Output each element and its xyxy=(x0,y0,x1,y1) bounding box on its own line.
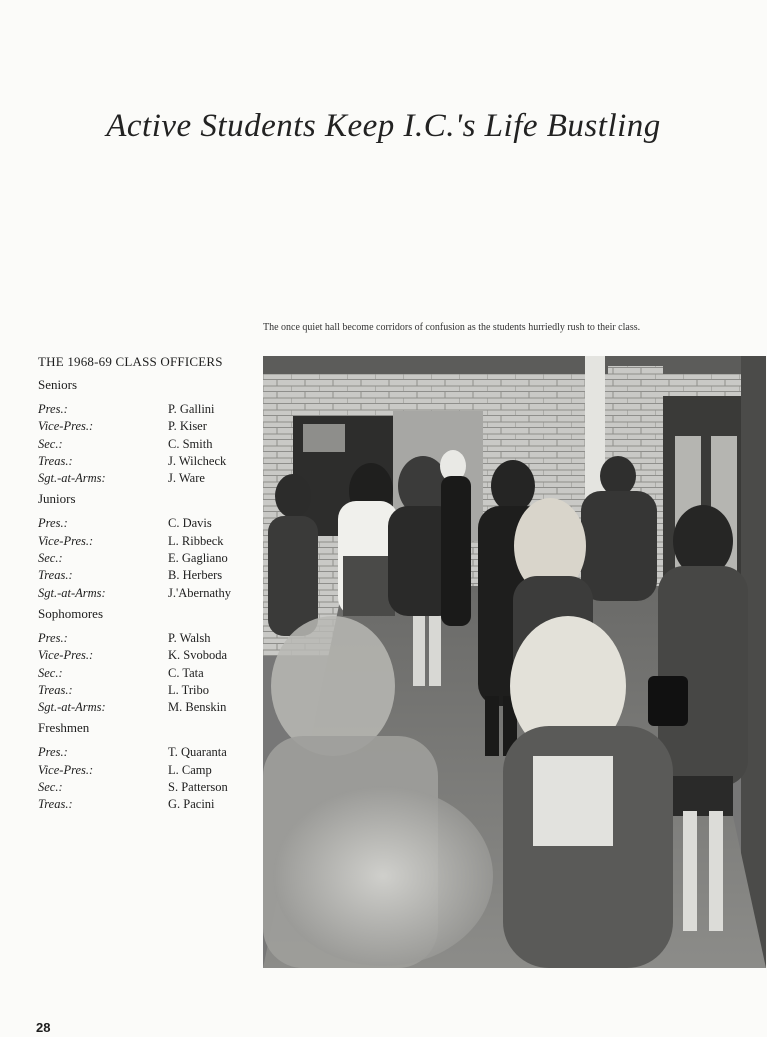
class-name-freshmen: Freshmen xyxy=(38,720,90,736)
officer-name: P. Gallini xyxy=(168,402,215,416)
officer-row xyxy=(38,470,253,487)
officer-name: C. Tata xyxy=(168,665,204,680)
officer-row xyxy=(38,762,253,779)
officer-role: Sgt.-at-Arms: xyxy=(38,585,106,600)
officer-name: G. Pacini xyxy=(168,797,215,812)
officers-heading: THE 1968-69 CLASS OFFICERS xyxy=(38,354,223,369)
officer-row xyxy=(38,744,253,761)
officer-role: Vice-Pres.: xyxy=(38,762,94,777)
officer-row xyxy=(38,647,253,664)
hallway-photo xyxy=(263,356,766,968)
officer-row xyxy=(38,699,253,716)
officer-row xyxy=(38,682,253,699)
officer-role: Vice-Pres.: xyxy=(38,533,94,548)
officer-name: E. Gagliano xyxy=(168,551,228,566)
officer-name: L. Ribbeck xyxy=(168,533,224,548)
officer-role: Vice-Pres.: xyxy=(38,648,94,663)
officer-role: Pres.: xyxy=(38,516,68,531)
officer-name: C. Davis xyxy=(168,516,212,531)
officer-name: J.'Abernathy xyxy=(168,585,232,600)
officer-row xyxy=(38,665,253,682)
class-name-seniors: Seniors xyxy=(38,377,77,392)
officer-name: M. Benskin xyxy=(168,700,227,715)
officer-role: Treas.: xyxy=(38,682,73,697)
officer-role: Sgt.-at-Arms: xyxy=(38,471,106,486)
class-name-juniors: Juniors xyxy=(38,491,76,507)
officer-role: Pres.: xyxy=(38,745,68,760)
officer-name: L. Camp xyxy=(168,762,212,777)
officer-row xyxy=(38,453,253,470)
page-number: 28 xyxy=(36,1020,51,1035)
photo-caption: The once quiet hall become corridors of confusion as the students hurriedly rush to their class. xyxy=(263,322,641,333)
officer-role: Sec.: xyxy=(38,551,63,566)
officer-name: J. Ware xyxy=(168,471,205,486)
officer-role: Treas.: xyxy=(38,568,73,583)
officer-row xyxy=(38,418,253,435)
officer-role: Treas.: xyxy=(38,453,73,468)
class-officers-list xyxy=(38,354,253,814)
officer-role: Sec.: xyxy=(38,665,63,680)
officer-role: Pres.: xyxy=(38,402,68,416)
officer-role: Sgt.-at-Arms: xyxy=(38,700,106,715)
officer-row xyxy=(38,779,253,796)
officer-name: J. Wilcheck xyxy=(168,453,227,468)
officer-role: Vice-Pres.: xyxy=(38,419,94,434)
officer-name: P. Walsh xyxy=(168,630,211,645)
officer-row xyxy=(38,533,253,550)
officer-name: C. Smith xyxy=(168,436,213,451)
page-title: Active Students Keep I.C.'s Life Bustling xyxy=(106,108,661,144)
class-name-sophomores: Sophomores xyxy=(38,605,103,621)
officer-row xyxy=(38,401,253,418)
officer-row xyxy=(38,796,253,813)
officer-role: Sec.: xyxy=(38,780,63,795)
officer-role: Sec.: xyxy=(38,436,63,451)
officer-name: P. Kiser xyxy=(168,419,207,434)
officer-row xyxy=(38,515,253,532)
officer-name: S. Patterson xyxy=(168,780,228,795)
officer-row xyxy=(38,630,253,647)
officer-role: Pres.: xyxy=(38,630,68,645)
officer-name: L. Tribo xyxy=(168,682,209,697)
officer-row xyxy=(38,550,253,567)
officer-name: K. Svoboda xyxy=(168,648,228,663)
officer-name: T. Quaranta xyxy=(168,745,227,760)
officer-role: Treas.: xyxy=(38,797,73,812)
officer-row xyxy=(38,567,253,584)
officer-name: B. Herbers xyxy=(168,568,223,583)
officer-row xyxy=(38,436,253,453)
officer-row xyxy=(38,585,253,602)
